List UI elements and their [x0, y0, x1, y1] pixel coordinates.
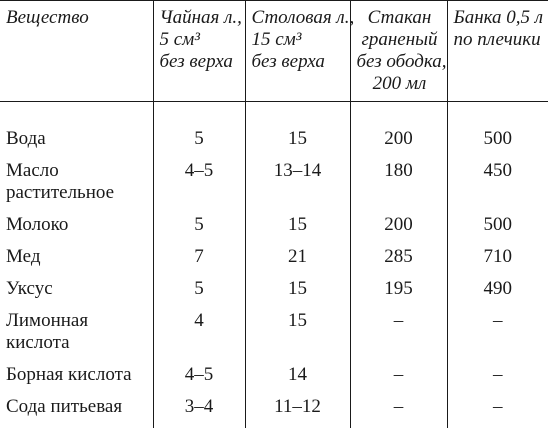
table-row: [0, 160, 548, 214]
cell-jar: –: [447, 396, 548, 428]
cell-jar: –: [447, 364, 548, 396]
table-row: [0, 278, 548, 310]
cell-teaspoon: 4–5: [153, 160, 245, 214]
cell-jar: 500: [447, 102, 548, 161]
cell-teaspoon: 3–4: [153, 396, 245, 428]
header-line: без верха: [159, 51, 233, 72]
header-line: Чайная л.,: [159, 7, 242, 28]
substance-name: кислота: [6, 332, 70, 353]
cell-glass: 285: [350, 246, 447, 278]
cell-tablespoon: 14: [245, 364, 350, 396]
header-line: без верха: [251, 51, 325, 72]
cell-teaspoon: 4–5: [153, 364, 245, 396]
cell-substance: [0, 246, 153, 278]
cell-substance: [0, 396, 153, 428]
substance-name: Масло: [6, 160, 59, 181]
header-row: [0, 1, 548, 102]
cell-tablespoon: 15: [245, 310, 350, 364]
header-jar: [447, 1, 548, 102]
cell-substance: [0, 102, 153, 161]
cell-glass: –: [350, 364, 447, 396]
cell-jar: 500: [447, 214, 548, 246]
cell-tablespoon: 11–12: [245, 396, 350, 428]
substance-name: Молоко: [6, 214, 69, 235]
cell-glass: 200: [350, 102, 447, 161]
header-line: по плечики: [453, 29, 541, 50]
cell-jar: 710: [447, 246, 548, 278]
cell-tablespoon: 21: [245, 246, 350, 278]
header-line: без ободка,: [356, 51, 447, 72]
cell-glass: 195: [350, 278, 447, 310]
cell-substance: [0, 364, 153, 396]
table-row: [0, 214, 548, 246]
table-row: [0, 396, 548, 428]
header-line: 200 мл: [372, 73, 427, 94]
cell-teaspoon: 4: [153, 310, 245, 364]
substance-name: Борная кислота: [6, 364, 132, 385]
header-tablespoon: [245, 1, 355, 102]
header-glass: [350, 1, 447, 102]
substance-name: Сода питьевая: [6, 396, 123, 417]
header-teaspoon: [153, 1, 245, 102]
cell-tablespoon: 15: [245, 278, 350, 310]
cell-glass: –: [350, 310, 447, 364]
header-line: Столовая л.,: [251, 7, 355, 28]
cell-teaspoon: 5: [153, 278, 245, 310]
cell-substance: [0, 310, 153, 364]
table-row: [0, 102, 548, 161]
cell-glass: 180: [350, 160, 447, 214]
cell-substance: [0, 214, 153, 246]
cell-jar: –: [447, 310, 548, 364]
cell-tablespoon: 13–14: [245, 160, 350, 214]
substance-name: Мед: [6, 246, 41, 267]
substance-name: Уксус: [6, 278, 53, 299]
cell-teaspoon: 7: [153, 246, 245, 278]
table-row: [0, 246, 548, 278]
cell-teaspoon: 5: [153, 214, 245, 246]
substance-name: Вода: [6, 128, 46, 149]
cell-glass: –: [350, 396, 447, 428]
cell-substance: [0, 160, 153, 214]
substance-name: растительное: [6, 182, 115, 203]
substance-name: Лимонная: [6, 310, 89, 331]
header-line: Вещество: [6, 7, 89, 28]
cell-tablespoon: 15: [245, 214, 350, 246]
table-row: [0, 310, 548, 364]
header-line: 5 см³: [159, 29, 201, 50]
cell-teaspoon: 5: [153, 102, 245, 161]
cell-jar: 490: [447, 278, 548, 310]
header-line: Банка 0,5 л: [453, 7, 544, 28]
header-line: Стакан: [367, 7, 432, 28]
header-substance: [0, 1, 153, 102]
table-row: [0, 364, 548, 396]
cell-tablespoon: 15: [245, 102, 350, 161]
header-line: граненый: [361, 29, 438, 50]
cell-jar: 450: [447, 160, 548, 214]
cell-substance: [0, 278, 153, 310]
cell-glass: 200: [350, 214, 447, 246]
header-line: 15 см³: [251, 29, 302, 50]
